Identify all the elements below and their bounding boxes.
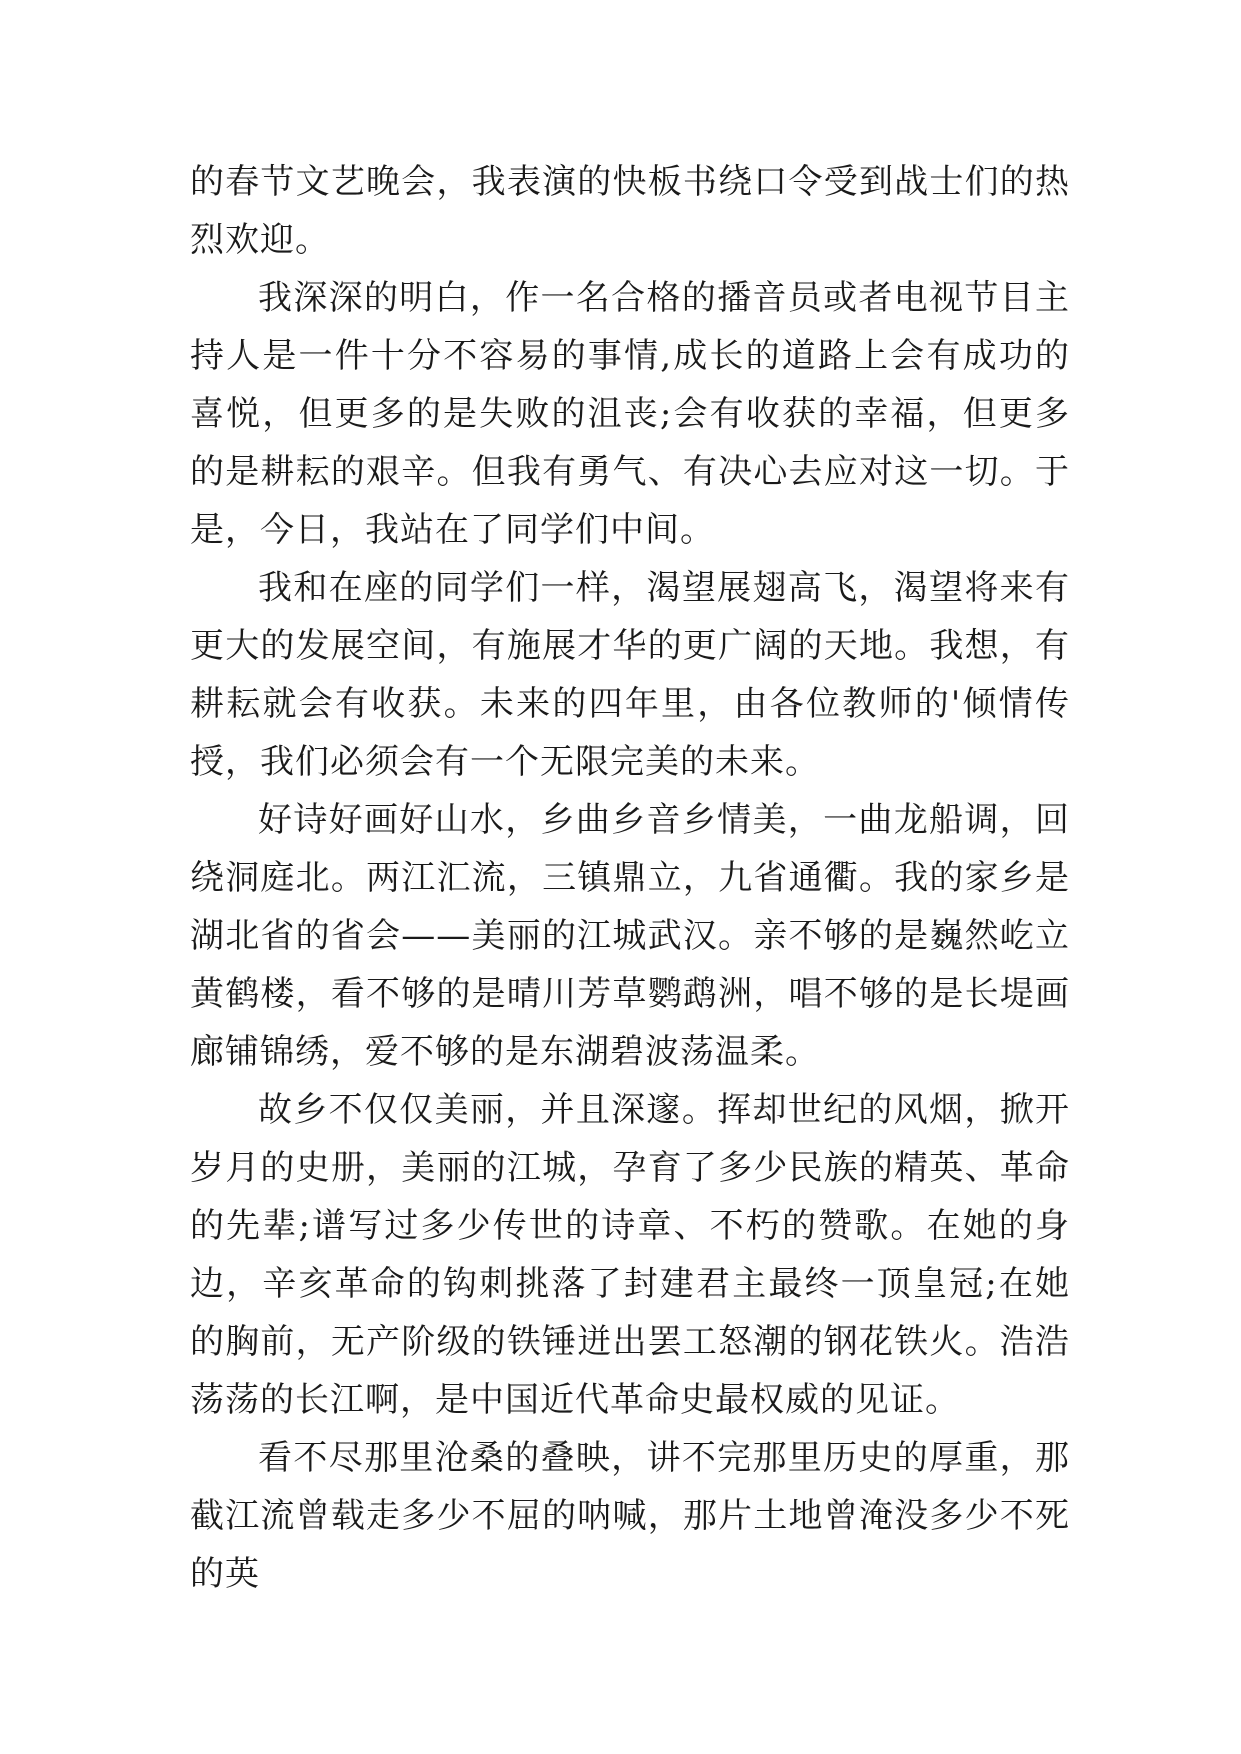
- body-text: [190, 153, 1070, 1603]
- paragraph-2: 我深深的明白，作一名合格的播音员或者电视节目主持人是一件十分不容易的事情,成长的道路上会有成功的喜悦，但更多的是失败的沮丧;会有收获的幸福，但更多的是耕耘的艰辛。但我有勇气、有决心去应对这一切。于是，今日，我站在了同学们中间。: [190, 278, 1070, 550]
- paragraph-1: 的春节文艺晚会，我表演的快板书绕口令受到战士们的热烈欢迎。: [190, 162, 1070, 260]
- paragraph-5: 故乡不仅仅美丽，并且深邃。挥却世纪的风烟，掀开岁月的史册，美丽的江城，孕育了多少民族的精英、革命的先辈;谱写过多少传世的诗章、不朽的赞歌。在她的身边，辛亥革命的钩刺挑落了封建君主最终一顶皇冠;在她的胸前，无产阶级的铁锤迸出罢工怒潮的钢花铁火。浩浩荡荡的长江啊，是中国近代革命史最权威的见证。: [190, 1090, 1070, 1420]
- paragraph-6: 看不尽那里沧桑的叠映，讲不完那里历史的厚重，那截江流曾载走多少不屈的呐喊，那片土地曾淹没多少不死的英: [190, 1438, 1070, 1594]
- paragraph-3: 我和在座的同学们一样，渴望展翅高飞，渴望将来有更大的发展空间，有施展才华的更广阔的天地。我想，有耕耘就会有收获。未来的四年里，由各位教师的'倾情传授，我们必须会有一个无限完美的未来。: [190, 568, 1070, 782]
- paragraph-4: 好诗好画好山水，乡曲乡音乡情美，一曲龙船调，回绕洞庭北。两江汇流，三镇鼎立，九省通衢。我的家乡是湖北省的省会——美丽的江城武汉。亲不够的是巍然屹立黄鹤楼，看不够的是晴川芳草鹦鹉洲，唱不够的是长堤画廊铺锦绣，爱不够的是东湖碧波荡温柔。: [190, 800, 1070, 1072]
